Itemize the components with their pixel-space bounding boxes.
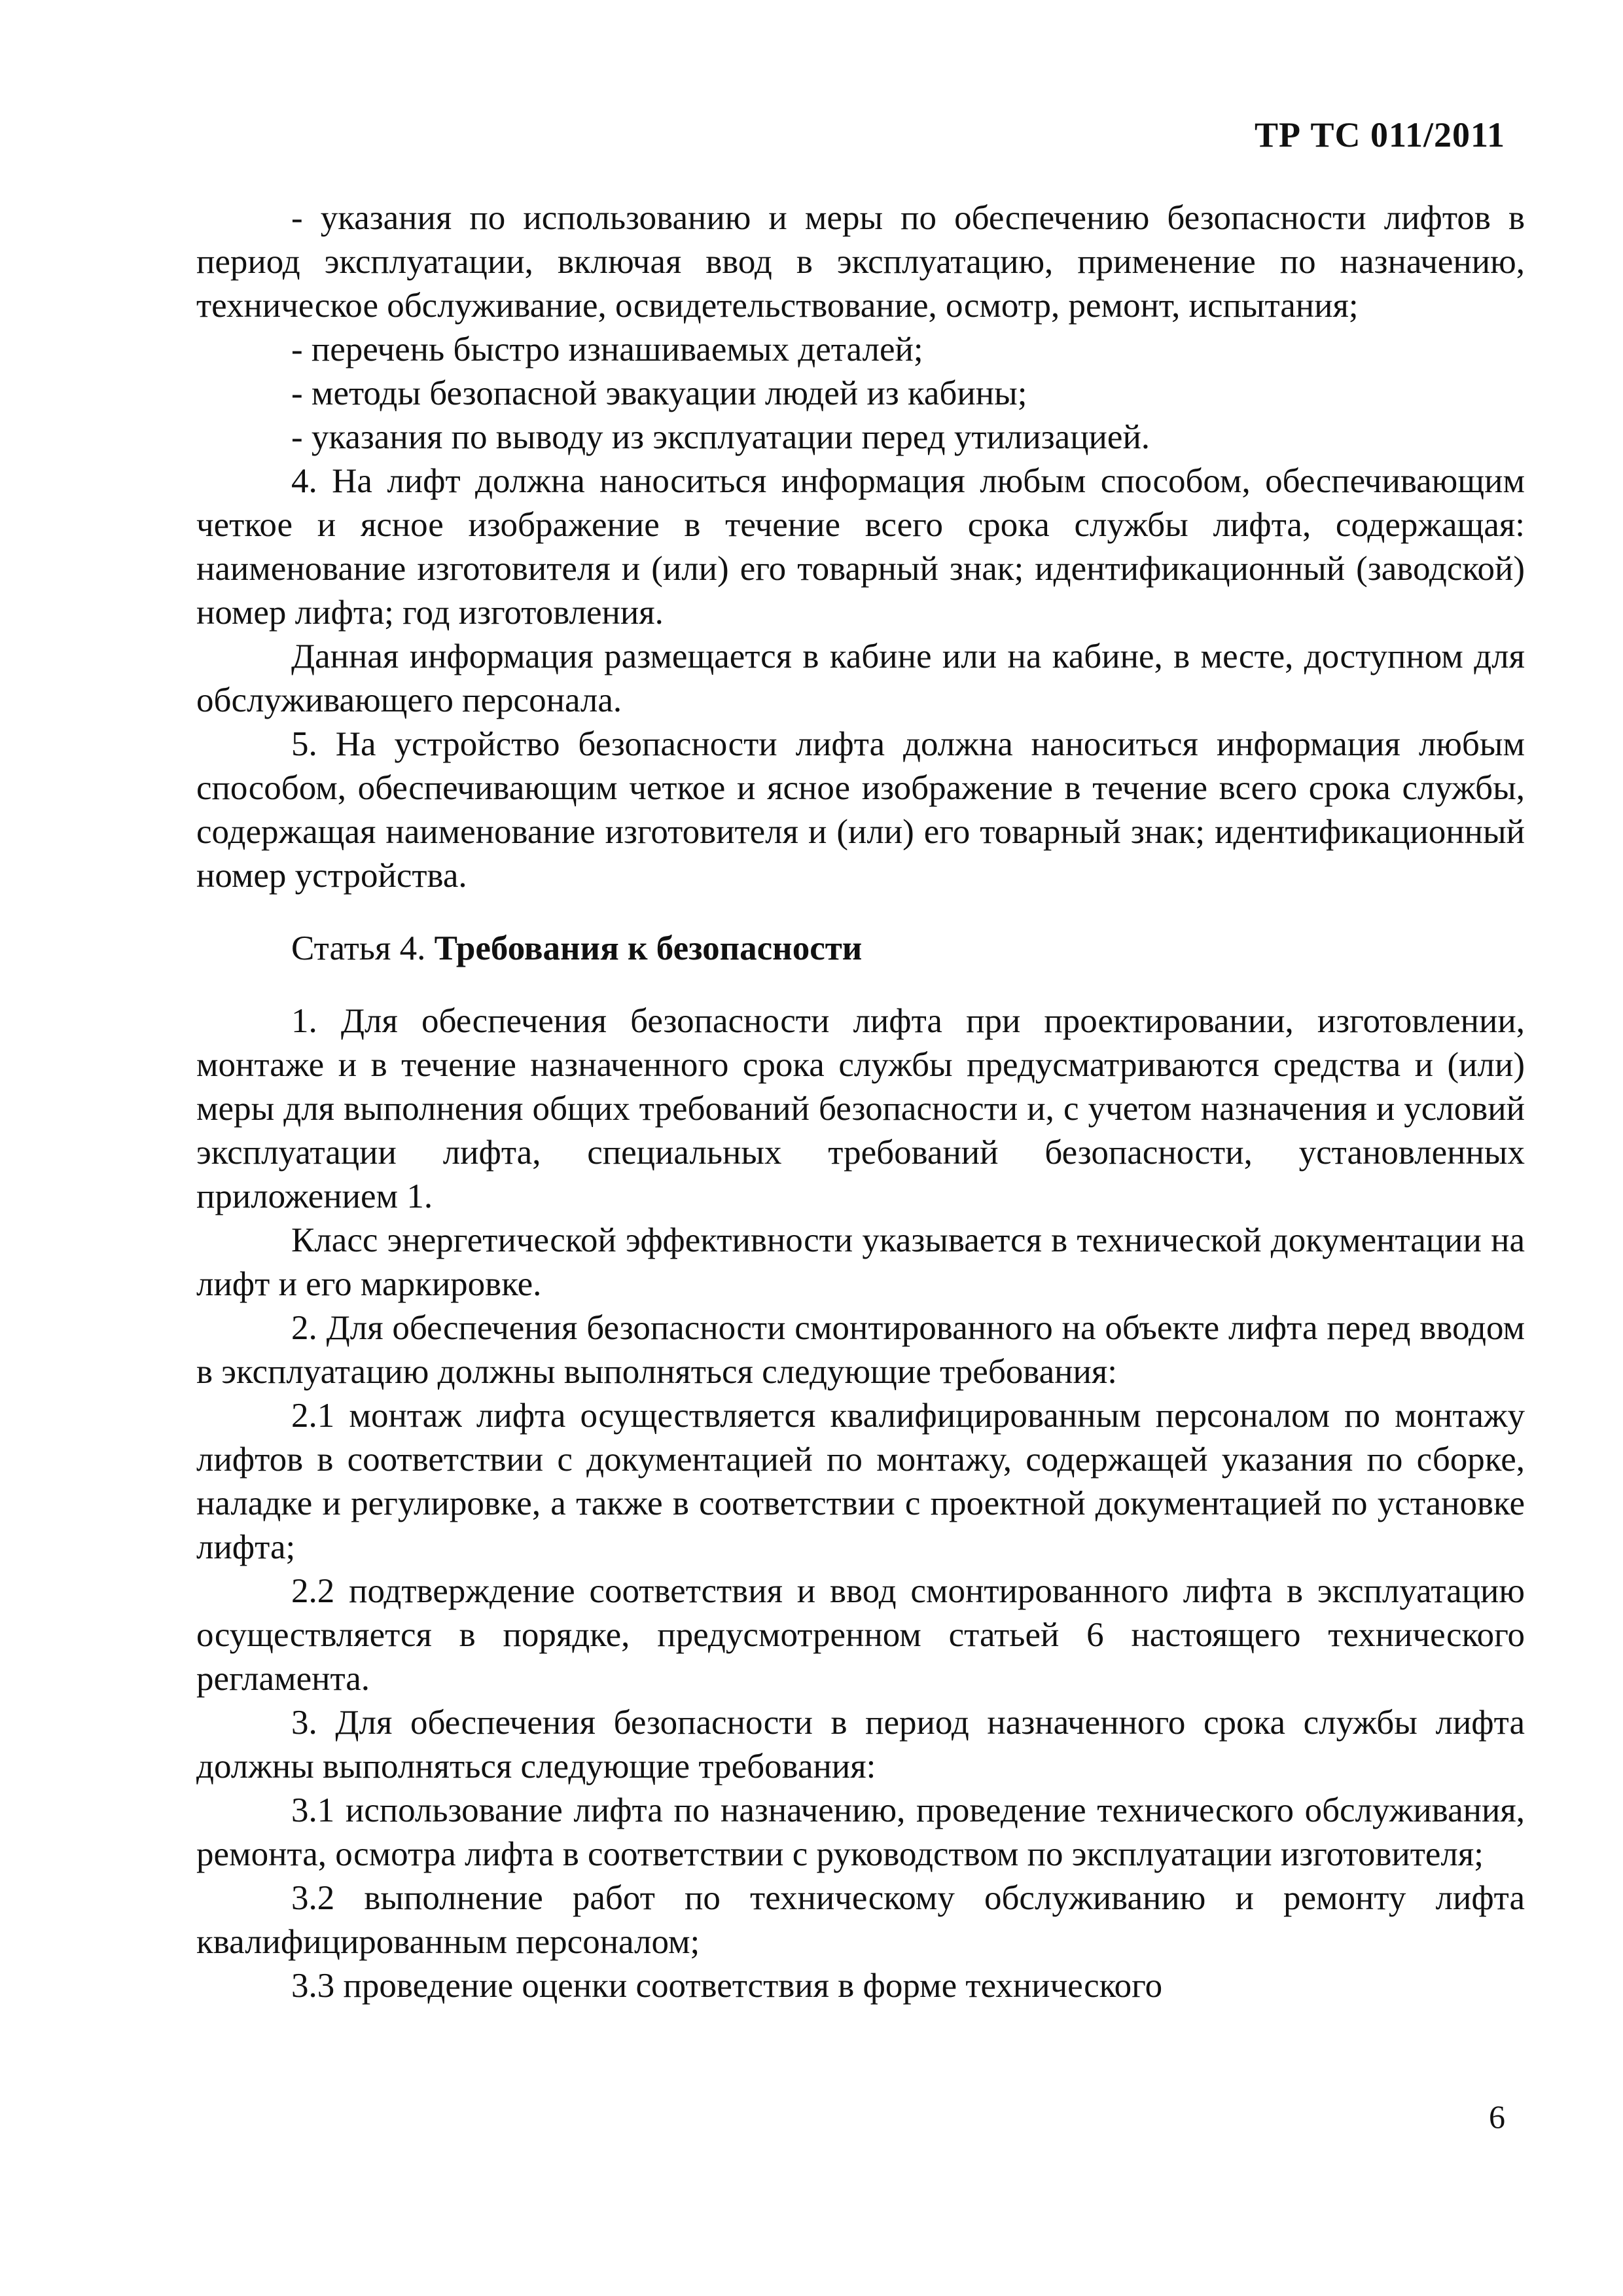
paragraph: 3.2 выполнение работ по техническому обслуживанию и ремонту лифта квалифицированным персоналом; — [196, 1879, 1525, 1961]
paragraph: 2.1 монтаж лифта осуществляется квалифицированным персоналом по монтажу лифтов в соответствии с документацией по монтажу, содержащей указания по сборке, наладке и регулировке, а также в соответствии с проектной документацией по установке лифта; — [196, 1397, 1525, 1566]
paragraph: Класс энергетической эффективности указывается в технической документации на лифт и его маркировке. — [196, 1221, 1525, 1303]
paragraph: - указания по выводу из эксплуатации перед утилизацией. — [291, 418, 1150, 456]
paragraph: 5. На устройство безопасности лифта должна наноситься информация любым способом, обеспечивающим четкое и ясное изображение в течение всего срока службы, содержащая наименование изготовителя и (или) его товарный знак; идентификационный номер устройства. — [196, 725, 1525, 895]
paragraph: 3.3 проведение оценки соответствия в форме технического — [291, 1967, 1163, 2005]
article-heading — [196, 927, 1525, 971]
paragraph: 2.2 подтверждение соответствия и ввод смонтированного лифта в эксплуатацию осуществляется в порядке, предусмотренном статьей 6 настоящего технического регламента. — [196, 1572, 1525, 1698]
paragraph: 3. Для обеспечения безопасности в период назначенного срока службы лифта должны выполняться следующие требования: — [196, 1704, 1525, 1785]
paragraph: Данная информация размещается в кабине или на кабине, в месте, доступном для обслуживающего персонала. — [196, 637, 1525, 719]
article-prefix: Статья 4. — [291, 929, 435, 967]
paragraph: 1. Для обеспечения безопасности лифта при проектировании, изготовлении, монтаже и в течение назначенного срока службы предусматриваются средства и (или) меры для выполнения общих требований безопасности и, с учетом назначения и условий эксплуатации лифта, специальных требований безопасности, установленных приложением 1. — [196, 1002, 1525, 1215]
document-code: ТР ТС 011/2011 — [1254, 115, 1505, 154]
paragraph: - методы безопасной эвакуации людей из кабины; — [291, 374, 1027, 412]
paragraph: 2. Для обеспечения безопасности смонтированного на объекте лифта перед вводом в эксплуатацию должны выполняться следующие требования: — [196, 1309, 1525, 1391]
article-title: Требования к безопасности — [434, 929, 863, 967]
page-number: 6 — [1489, 2098, 1505, 2135]
paragraph: - перечень быстро изнашиваемых деталей; — [291, 331, 923, 368]
paragraph: 4. На лифт должна наноситься информация любым способом, обеспечивающим четкое и ясное изображение в течение всего срока службы лифта, содержащая: наименование изготовителя и (или) его товарный знак; идентификационный (заводской) номер лифта; год изготовления. — [196, 462, 1525, 632]
document-body — [196, 196, 1525, 2008]
paragraph: - указания по использованию и меры по обеспечению безопасности лифтов в период эксплуатации, включая ввод в эксплуатацию, применение по назначению, техническое обслуживание, освидетельствование, осмотр, ремонт, испытания; — [196, 199, 1525, 325]
paragraph: 3.1 использование лифта по назначению, проведение технического обслуживания, ремонта, осмотра лифта в соответствии с руководством по эксплуатации изготовителя; — [196, 1791, 1525, 1873]
